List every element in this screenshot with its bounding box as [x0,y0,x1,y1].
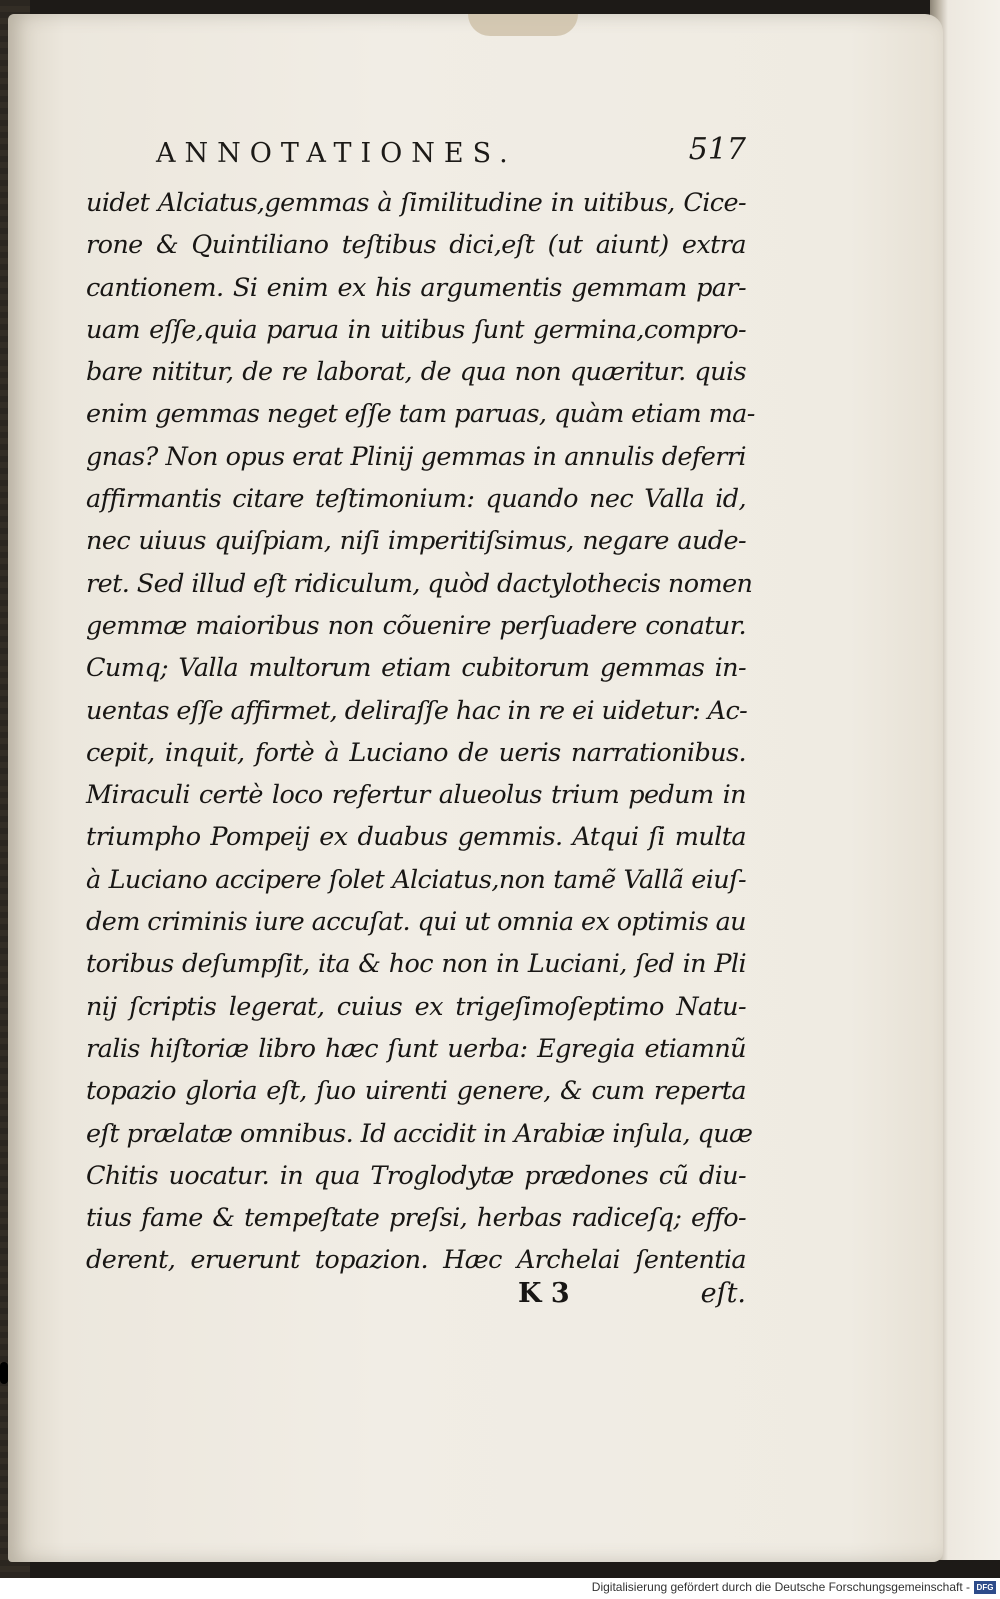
credit-strip [0,1578,1000,1599]
text-line: derent, eruerunt topazion. Hæc Archelai ſententia [86,1245,746,1276]
page-footer [86,1278,746,1328]
edge-mark [0,1362,8,1384]
text-line: triumpho Pompeij ex duabus gemmis. Atqui ſi multa [86,822,746,853]
text-line: tius fame & tempeſtate preſsi, herbas radiceſq; effo- [86,1203,746,1234]
text-line: ralis hiſtoriæ libro hæc ſunt uerba: Egregia etiamnũ [86,1033,746,1064]
text-line: ret. Sed illud eſt ridiculum, quòd dactylothecis nomen [86,568,753,599]
text-line: affirmantis citare teſtimonium: quando nec Valla id, [86,484,746,515]
signature-mark: K 3 [518,1278,570,1309]
book-page [8,14,943,1562]
text-line: cantionem. Si enim ex his argumentis gemmam par- [86,272,746,303]
text-line: à Luciano accipere ſolet Alciatus,non tamẽ Vallã eiuſ- [86,864,746,895]
text-line: nec uiuus quiſpiam, niſi imperitiſsimus, negare aude- [86,526,746,557]
text-line: Chitis uocatur. in qua Troglodytæ prædones cũ diu- [86,1160,746,1191]
digitization-credit: Digitalisierung gefördert durch die Deutsche Forschungsgemeinschaft - [591,1580,970,1594]
page-header [156,132,746,172]
text-line: dem criminis iure accuſat. qui ut omnia ex optimis au [86,907,746,938]
text-line: gnas? Non opus erat Plinij gemmas in annulis deferri [86,441,746,472]
text-line: cepit, inquit, fortè à Luciano de ueris narrationibus. [86,737,746,768]
text-line: toribus deſumpſit, ita & hoc non in Luciani, ſed in Pli [86,949,746,980]
text-line: eſt prælatæ omnibus. Id accidit in Arabiæ inſula, quæ [86,1118,753,1149]
text-line: Miraculi certè loco refertur alueolus trium pedum in [86,780,746,811]
text-line: enim gemmas neget eſſe tam paruas, quàm etiam ma- [86,399,755,430]
page-number: 517 [688,132,746,167]
dfg-logo: DFG [974,1581,996,1594]
body-text [86,182,755,1282]
page-top-tab [468,14,578,36]
text-line: rone & Quintiliano teſtibus dici,eſt (ut aiunt) extra [86,230,746,261]
text-line: uidet Alciatus,gemmas à ſimilitudine in uitibus, Cice- [86,188,746,218]
text-line: uam eſſe,quia parua in uitibus ſunt germina,compro- [86,314,746,345]
text-line: topazio gloria eſt, ſuo uirenti genere, & cum reperta [86,1076,746,1107]
running-title: ANNOTATIONES. [156,138,517,169]
text-line: gemmæ maioribus non cõuenire perſuadere conatur. [86,610,746,641]
text-line: uentas eſſe affirmet, deliraſſe hac in re ei uidetur: Ac- [86,695,748,726]
text-line: nij ſcriptis legerat, cuius ex trigeſimoſeptimo Natu- [86,991,746,1022]
text-line: Cumq; Valla multorum etiam cubitorum gemmas in- [86,653,746,684]
text-line: bare nititur, de re laborat, de qua non quæritur. quis [86,357,746,388]
catchword: eſt. [700,1278,746,1309]
